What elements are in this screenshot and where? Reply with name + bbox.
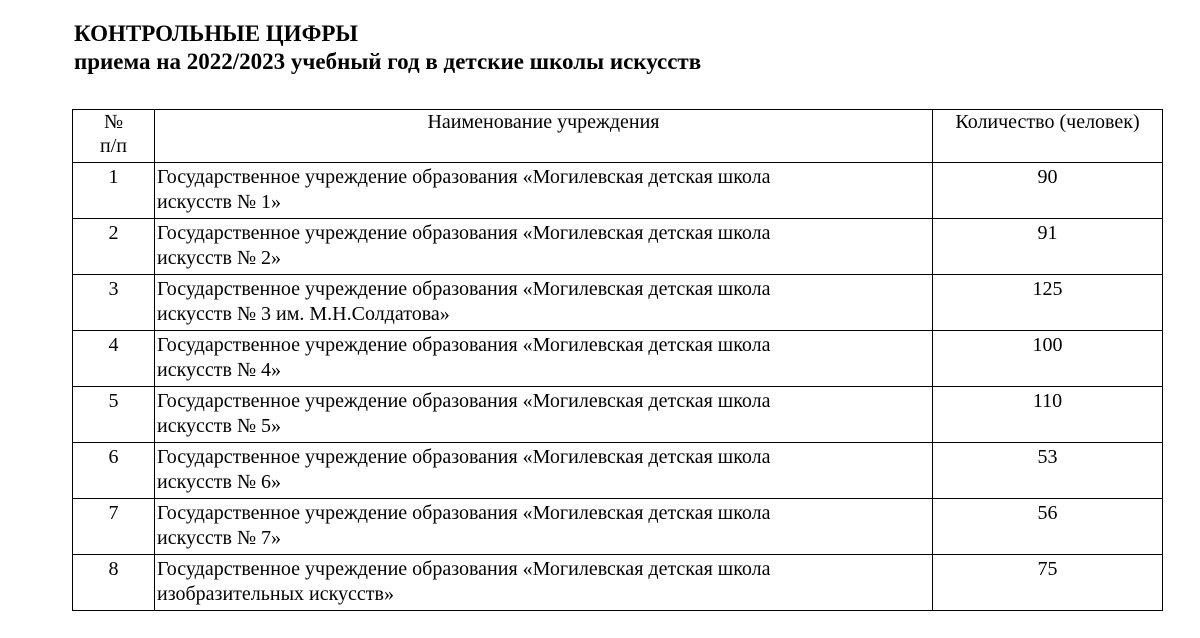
institution-name-line-1: Государственное учреждение образования «Могилевская детская школа (157, 558, 771, 580)
quantity: 125 (933, 275, 1163, 331)
row-number: 1 (73, 163, 155, 219)
admission-table (72, 109, 1163, 611)
institution-name (155, 499, 933, 555)
institution-name (155, 219, 933, 275)
institution-name (155, 387, 933, 443)
header-number-line-2: п/п (100, 135, 127, 157)
institution-name-line-2: искусств № 3 им. М.Н.Солдатова» (157, 303, 450, 325)
row-number: 8 (73, 555, 155, 611)
header-name: Наименование учреждения (155, 110, 933, 163)
document-title (74, 20, 701, 76)
row-number: 3 (73, 275, 155, 331)
quantity: 110 (933, 387, 1163, 443)
institution-name-line-1: Государственное учреждение образования «Могилевская детская школа (157, 278, 771, 300)
table-header-row (73, 110, 1163, 163)
institution-name-line-1: Государственное учреждение образования «Могилевская детская школа (157, 502, 771, 524)
institution-name-line-2: искусств № 2» (157, 247, 282, 269)
institution-name-line-2: искусств № 4» (157, 359, 282, 381)
quantity: 100 (933, 331, 1163, 387)
row-number: 5 (73, 387, 155, 443)
table-row (73, 387, 1163, 443)
title-line-1: КОНТРОЛЬНЫЕ ЦИФРЫ (74, 21, 358, 46)
table-row (73, 331, 1163, 387)
table-row (73, 219, 1163, 275)
table-row (73, 275, 1163, 331)
institution-name (155, 443, 933, 499)
quantity: 75 (933, 555, 1163, 611)
quantity: 53 (933, 443, 1163, 499)
row-number: 7 (73, 499, 155, 555)
header-number-line-1: № (103, 111, 124, 133)
table-row (73, 555, 1163, 611)
institution-name (155, 163, 933, 219)
institution-name-line-1: Государственное учреждение образования «Могилевская детская школа (157, 390, 771, 412)
table-row (73, 443, 1163, 499)
institution-name-line-1: Государственное учреждение образования «Могилевская детская школа (157, 222, 771, 244)
row-number: 2 (73, 219, 155, 275)
table-body (73, 163, 1163, 611)
row-number: 4 (73, 331, 155, 387)
quantity: 56 (933, 499, 1163, 555)
institution-name-line-2: изобразительных искусств» (157, 583, 394, 605)
institution-name (155, 555, 933, 611)
institution-name-line-2: искусств № 7» (157, 527, 282, 549)
institution-name-line-2: искусств № 1» (157, 191, 282, 213)
institution-name-line-1: Государственное учреждение образования «Могилевская детская школа (157, 166, 771, 188)
institution-name-line-2: искусств № 6» (157, 471, 282, 493)
quantity: 90 (933, 163, 1163, 219)
header-quantity: Количество (человек) (933, 110, 1163, 163)
institution-name (155, 275, 933, 331)
title-line-2: приема на 2022/2023 учебный год в детские школы искусств (74, 49, 702, 74)
institution-name-line-1: Государственное учреждение образования «Могилевская детская школа (157, 334, 771, 356)
quantity: 91 (933, 219, 1163, 275)
institution-name-line-2: искусств № 5» (157, 415, 282, 437)
table-row (73, 163, 1163, 219)
header-number (73, 110, 155, 163)
institution-name-line-1: Государственное учреждение образования «Могилевская детская школа (157, 446, 771, 468)
institution-name (155, 331, 933, 387)
row-number: 6 (73, 443, 155, 499)
table-row (73, 499, 1163, 555)
